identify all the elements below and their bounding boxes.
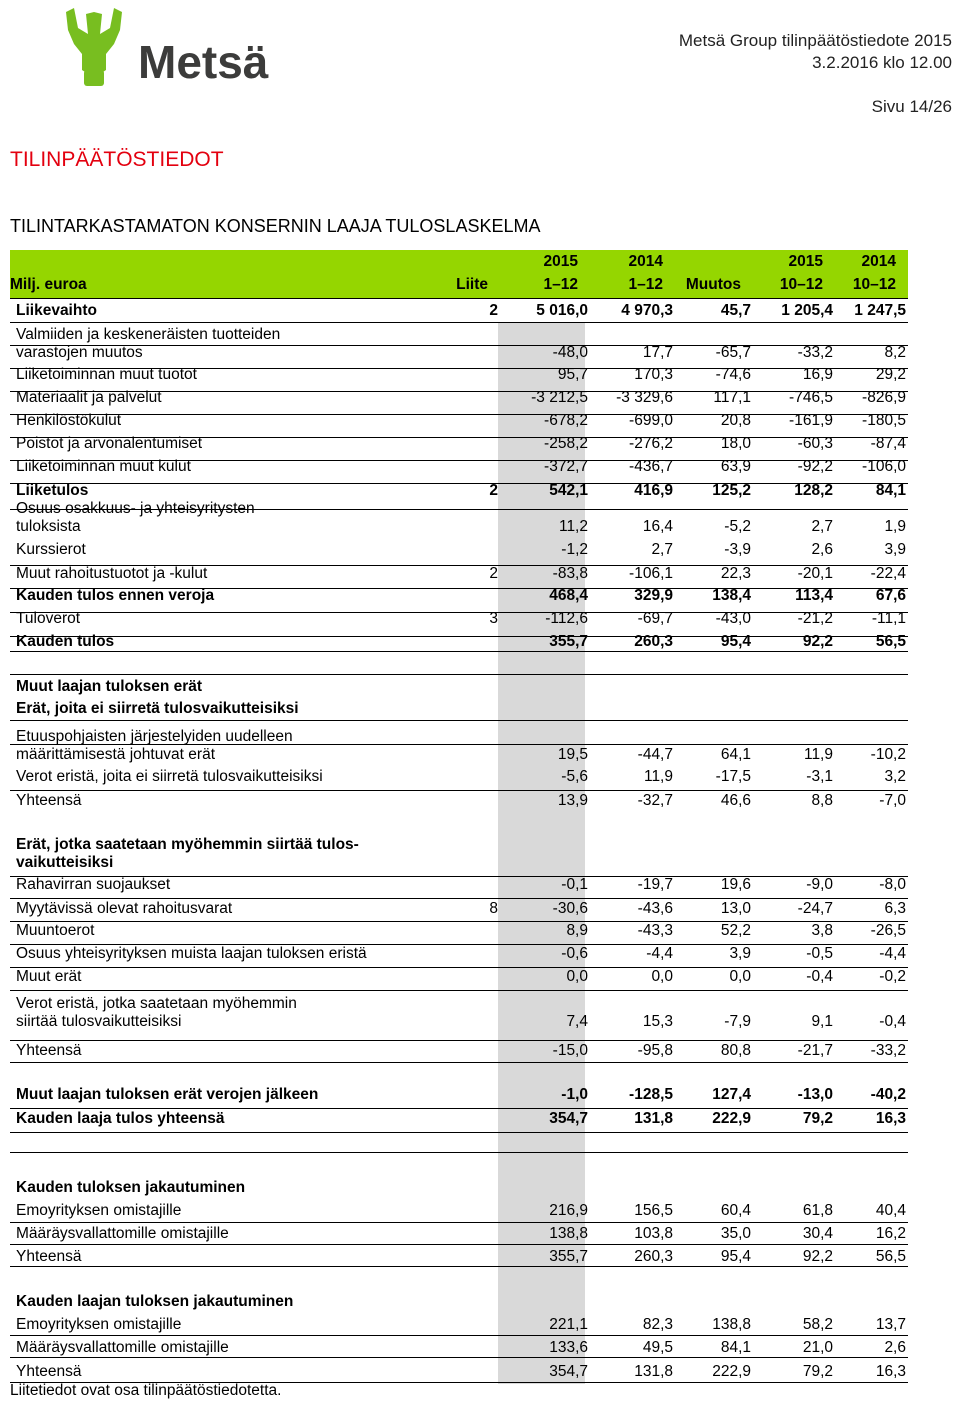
col4-period: 10–12 — [779, 276, 823, 293]
value-cell: 222,9 — [712, 1363, 751, 1380]
row-label: Kauden tulos — [16, 633, 115, 650]
value-cell: 20,8 — [720, 412, 751, 429]
value-cell: -60,3 — [797, 435, 833, 452]
value-cell: 49,5 — [642, 1339, 673, 1356]
value-cell: 29,2 — [875, 366, 906, 383]
value-cell: 8,9 — [566, 922, 588, 939]
value-cell: 2,7 — [651, 541, 673, 558]
row-label: Yhteensä — [16, 1363, 82, 1380]
value-cell: 0,0 — [729, 968, 751, 985]
value-cell: 92,2 — [802, 1248, 833, 1265]
value-cell: 35,0 — [720, 1225, 751, 1242]
value-cell: -43,0 — [715, 610, 751, 627]
value-cell: -4,4 — [646, 945, 673, 962]
value-cell: -30,6 — [552, 900, 588, 917]
value-cell: -4,4 — [879, 945, 906, 962]
col5-period: 10–12 — [852, 276, 896, 293]
row-label: Liiketoiminnan muut kulut — [16, 458, 191, 475]
value-cell: 95,7 — [557, 366, 588, 383]
table-row — [10, 1222, 908, 1266]
value-cell: -40,2 — [870, 1086, 906, 1103]
value-cell: 222,9 — [712, 1110, 751, 1127]
value-cell: 9,1 — [811, 1013, 833, 1030]
value-cell: -19,7 — [637, 876, 673, 893]
row-label: Kauden laajan tuloksen jakautuminen — [16, 1293, 294, 1310]
value-cell: -10,2 — [870, 746, 906, 763]
value-cell: 542,1 — [549, 482, 588, 499]
value-cell: 355,7 — [549, 1248, 588, 1265]
value-cell: -3 212,5 — [531, 389, 588, 406]
value-cell: 354,7 — [549, 1110, 588, 1127]
value-cell: -95,8 — [637, 1042, 673, 1059]
value-cell: 3,9 — [884, 541, 906, 558]
value-cell: -180,5 — [862, 412, 906, 429]
value-cell: -17,5 — [715, 768, 751, 785]
value-cell: -3 329,6 — [616, 389, 673, 406]
col2-year: 2014 — [628, 253, 663, 270]
value-cell: -9,0 — [806, 876, 833, 893]
value-cell: -69,7 — [637, 610, 673, 627]
value-cell: -33,2 — [870, 1042, 906, 1059]
value-cell: 4 970,3 — [621, 302, 673, 319]
row-label: Muut erät — [16, 968, 82, 985]
col4-year: 2015 — [788, 253, 823, 270]
value-cell: -24,7 — [797, 900, 833, 917]
col-liite: Liite — [456, 276, 488, 293]
value-cell: 67,6 — [875, 587, 906, 604]
value-cell: 117,1 — [713, 389, 751, 406]
row-label: Poistot ja arvonalentumiset — [16, 435, 203, 452]
value-cell: -7,9 — [724, 1013, 751, 1030]
value-cell: -0,5 — [806, 945, 833, 962]
value-cell: 40,4 — [875, 1202, 906, 1219]
table-title: TILINTARKASTAMATON KONSERNIN LAAJA TULOSLASKELMA — [10, 216, 541, 236]
value-cell: 260,3 — [634, 1248, 673, 1265]
row-label: Muut laajan tuloksen erät verojen jälkeen — [16, 1086, 319, 1103]
value-cell: 138,4 — [712, 587, 751, 604]
value-cell: -258,2 — [544, 435, 588, 452]
value-cell: -7,0 — [879, 792, 906, 809]
value-cell: 45,7 — [720, 302, 751, 319]
value-cell: 5 016,0 — [536, 302, 588, 319]
value-cell: 18,0 — [720, 435, 751, 452]
row-label: Materiaalit ja palvelut — [16, 389, 162, 406]
value-cell: 133,6 — [549, 1339, 588, 1356]
row-note-ref: 2 — [489, 302, 498, 319]
row-label: Osuus yhteisyrityksen muista laajan tuloksen eristä — [16, 945, 367, 962]
value-cell: -21,7 — [797, 1042, 833, 1059]
row-label: Erät, joita ei siirretä tulosvaikutteisiksi — [16, 700, 299, 717]
row-rule — [10, 1132, 908, 1133]
value-cell: 30,4 — [802, 1225, 833, 1242]
value-cell: 354,7 — [549, 1363, 588, 1380]
row-label: Emoyrityksen omistajille — [16, 1202, 182, 1219]
value-cell: -5,2 — [724, 518, 751, 535]
value-cell: -372,7 — [544, 458, 588, 475]
value-cell: -8,0 — [879, 876, 906, 893]
col-label: Milj. euroa — [10, 276, 87, 293]
value-cell: 260,3 — [634, 633, 673, 650]
value-cell: 3,9 — [729, 945, 751, 962]
value-cell: 13,7 — [875, 1316, 906, 1333]
value-cell: -65,7 — [715, 344, 751, 361]
value-cell: 103,8 — [634, 1225, 673, 1242]
row-label: Liiketoiminnan muut tuotot — [16, 366, 197, 383]
value-cell: -161,9 — [789, 412, 833, 429]
value-cell: 52,2 — [720, 922, 751, 939]
document-header — [679, 30, 952, 118]
value-cell: 127,4 — [712, 1086, 751, 1103]
value-cell: 113,4 — [795, 587, 833, 604]
value-cell: 22,3 — [720, 565, 751, 582]
row-label: Kauden laaja tulos yhteensä — [16, 1110, 225, 1127]
value-cell: 128,2 — [794, 482, 833, 499]
value-cell: -112,6 — [545, 610, 588, 627]
value-cell: 19,5 — [557, 746, 588, 763]
value-cell: 95,4 — [720, 1248, 751, 1265]
value-cell: 2,6 — [811, 541, 833, 558]
value-cell: 6,3 — [884, 900, 906, 917]
value-cell: 82,3 — [642, 1316, 673, 1333]
value-cell: 46,6 — [720, 792, 751, 809]
row-label: Muut laajan tuloksen erät — [16, 678, 203, 695]
col1-period: 1–12 — [543, 276, 578, 293]
value-cell: 355,7 — [549, 633, 588, 650]
doc-title: Metsä Group tilinpäätöstiedote 2015 — [678, 31, 952, 50]
value-cell: 11,9 — [803, 746, 833, 763]
value-cell: 216,9 — [549, 1202, 588, 1219]
value-cell: 16,3 — [875, 1110, 906, 1127]
value-cell: 56,5 — [875, 1248, 906, 1265]
value-cell: 16,9 — [802, 366, 833, 383]
value-cell: 329,9 — [634, 587, 673, 604]
value-cell: 131,8 — [634, 1110, 673, 1127]
row-label: Muuntoerot — [16, 922, 95, 939]
value-cell: -33,2 — [797, 344, 833, 361]
value-cell: 416,9 — [634, 482, 673, 499]
row-label: Verot eristä, joita ei siirretä tulosvaikutteisiksi — [16, 768, 323, 785]
value-cell: -26,5 — [870, 922, 906, 939]
row-label: Kauden tuloksen jakautuminen — [16, 1179, 246, 1196]
value-cell: 8,8 — [811, 792, 833, 809]
value-cell: 3,8 — [811, 922, 833, 939]
value-cell: 19,6 — [720, 876, 751, 893]
row-label: Yhteensä — [16, 1042, 82, 1059]
value-cell: 58,2 — [802, 1316, 833, 1333]
value-cell: -44,7 — [637, 746, 673, 763]
row-label: Rahavirran suojaukset — [16, 876, 171, 893]
value-cell: 8,2 — [884, 344, 906, 361]
value-cell: 13,9 — [557, 792, 588, 809]
row-label: Kauden tulos ennen veroja — [16, 587, 215, 604]
value-cell: -1,0 — [561, 1086, 588, 1103]
value-cell: -21,2 — [797, 610, 833, 627]
col5-year: 2014 — [861, 253, 896, 270]
value-cell: 64,1 — [720, 746, 751, 763]
value-cell: 13,0 — [720, 900, 751, 917]
table-row — [10, 1337, 908, 1381]
value-cell: 17,7 — [642, 344, 673, 361]
value-cell: -128,5 — [629, 1086, 673, 1103]
row-label: Henkilöstökulut — [16, 412, 122, 429]
value-cell: -3,9 — [724, 541, 751, 558]
value-cell: -5,6 — [561, 768, 588, 785]
value-cell: 16,3 — [875, 1363, 906, 1380]
value-cell: 156,5 — [634, 1202, 673, 1219]
value-cell: 15,3 — [642, 1013, 673, 1030]
value-cell: -678,2 — [544, 412, 588, 429]
row-label: Liiketulos — [16, 482, 89, 499]
table-row — [10, 766, 908, 810]
row-label: Tuloverot — [16, 610, 81, 627]
row-note-ref: 8 — [489, 900, 498, 917]
col3-label: Muutos — [685, 276, 741, 293]
table-row — [10, 942, 908, 986]
doc-date: 3.2.2016 klo 12.00 — [812, 53, 952, 72]
row-label: Yhteensä — [16, 1248, 82, 1265]
value-cell: -74,6 — [715, 366, 751, 383]
row-label: Valmiiden ja keskeneräisten tuotteiden varastojen muutos — [16, 326, 281, 361]
value-cell: 1 247,5 — [854, 302, 906, 319]
row-label: Etuuspohjaisten järjestelyiden uudelleen määrittämisestä johtuvat erät — [16, 728, 293, 763]
value-cell: 170,3 — [634, 366, 673, 383]
value-cell: -106,1 — [629, 565, 673, 582]
value-cell: -699,0 — [629, 412, 673, 429]
row-note-ref: 3 — [489, 610, 498, 627]
value-cell: -15,0 — [552, 1042, 588, 1059]
value-cell: -0,6 — [561, 945, 588, 962]
row-label: Yhteensä — [16, 792, 82, 809]
row-note-ref: 2 — [489, 565, 498, 582]
value-cell: 11,9 — [643, 768, 673, 785]
row-label: Emoyrityksen omistajille — [16, 1316, 182, 1333]
row-label: Myytävissä olevat rahoitusvarat — [16, 900, 233, 917]
row-label: Kurssierot — [16, 541, 86, 558]
value-cell: -3,1 — [806, 768, 833, 785]
value-cell: 21,0 — [802, 1339, 833, 1356]
row-label: Liikevaihto — [16, 302, 97, 319]
value-cell: 468,4 — [549, 587, 588, 604]
value-cell: 95,4 — [720, 633, 751, 650]
value-cell: 79,2 — [802, 1110, 833, 1127]
value-cell: 61,8 — [802, 1202, 833, 1219]
value-cell: 138,8 — [549, 1225, 588, 1242]
value-cell: -1,2 — [561, 541, 588, 558]
value-cell: -20,1 — [797, 565, 833, 582]
value-cell: -92,2 — [797, 458, 833, 475]
value-cell: -746,5 — [789, 389, 833, 406]
value-cell: 221,1 — [549, 1316, 588, 1333]
metsa-logo — [64, 4, 290, 90]
logo-text: Metsä — [138, 36, 269, 88]
value-cell: -276,2 — [629, 435, 673, 452]
value-cell: 0,0 — [566, 968, 588, 985]
value-cell: 16,4 — [642, 518, 673, 535]
footnote: Liitetiedot ovat osa tilinpäätöstiedotetta. — [10, 1382, 282, 1399]
value-cell: -32,7 — [637, 792, 673, 809]
value-cell: 7,4 — [566, 1013, 588, 1030]
row-label: Osuus osakkuus- ja yhteisyritysten tuloksista — [16, 500, 255, 535]
value-cell: -826,9 — [862, 389, 906, 406]
value-cell: -83,8 — [552, 565, 588, 582]
value-cell: 92,2 — [802, 633, 833, 650]
value-cell: -13,0 — [797, 1086, 833, 1103]
value-cell: -22,4 — [870, 565, 906, 582]
row-note-ref: 2 — [489, 482, 498, 499]
value-cell: -43,3 — [637, 922, 673, 939]
value-cell: 16,2 — [875, 1225, 906, 1242]
value-cell: 125,2 — [712, 482, 751, 499]
value-cell: 11,2 — [558, 518, 588, 535]
row-label: Määräysvallattomille omistajille — [16, 1339, 229, 1356]
value-cell: -87,4 — [870, 435, 906, 452]
col1-year: 2015 — [543, 253, 578, 270]
value-cell: 84,1 — [875, 482, 906, 499]
table-row — [10, 1084, 908, 1128]
value-cell: 56,5 — [875, 633, 906, 650]
col2-period: 1–12 — [628, 276, 663, 293]
value-cell: -436,7 — [629, 458, 673, 475]
value-cell: 2,6 — [884, 1339, 906, 1356]
value-cell: -48,0 — [552, 344, 588, 361]
table-row — [10, 1016, 908, 1060]
value-cell: -0,2 — [879, 968, 906, 985]
value-cell: 80,8 — [720, 1042, 751, 1059]
value-cell: 79,2 — [802, 1363, 833, 1380]
value-cell: 1,9 — [884, 518, 906, 535]
value-cell: 60,4 — [720, 1202, 751, 1219]
row-label: Muut rahoitustuotot ja -kulut — [16, 565, 208, 582]
table-row — [10, 607, 908, 651]
value-cell: 0,0 — [651, 968, 673, 985]
value-cell: 138,8 — [712, 1316, 751, 1333]
value-cell: 131,8 — [634, 1363, 673, 1380]
value-cell: -43,6 — [637, 900, 673, 917]
row-label: Verot eristä, jotka saatetaan myöhemmin siirtää tulosvaikutteisiksi — [16, 995, 297, 1030]
value-cell: -0,4 — [879, 1013, 906, 1030]
row-label: Määräysvallattomille omistajille — [16, 1225, 229, 1242]
section-title: TILINPÄÄTÖSTIEDOT — [10, 148, 224, 171]
value-cell: 2,7 — [811, 518, 833, 535]
value-cell: 1 205,4 — [781, 302, 833, 319]
value-cell: -106,0 — [862, 458, 906, 475]
value-cell: 3,2 — [884, 768, 906, 785]
value-cell: -0,4 — [806, 968, 833, 985]
value-cell: 84,1 — [720, 1339, 751, 1356]
value-cell: 63,9 — [720, 458, 751, 475]
value-cell: -0,1 — [561, 876, 588, 893]
row-label: Erät, jotka saatetaan myöhemmin siirtää tulos- vaikutteisiksi — [16, 836, 359, 871]
value-cell: -11,1 — [871, 610, 906, 627]
section-heading-row — [10, 674, 908, 718]
page-number: Sivu 14/26 — [871, 97, 952, 116]
table-row — [10, 276, 908, 320]
